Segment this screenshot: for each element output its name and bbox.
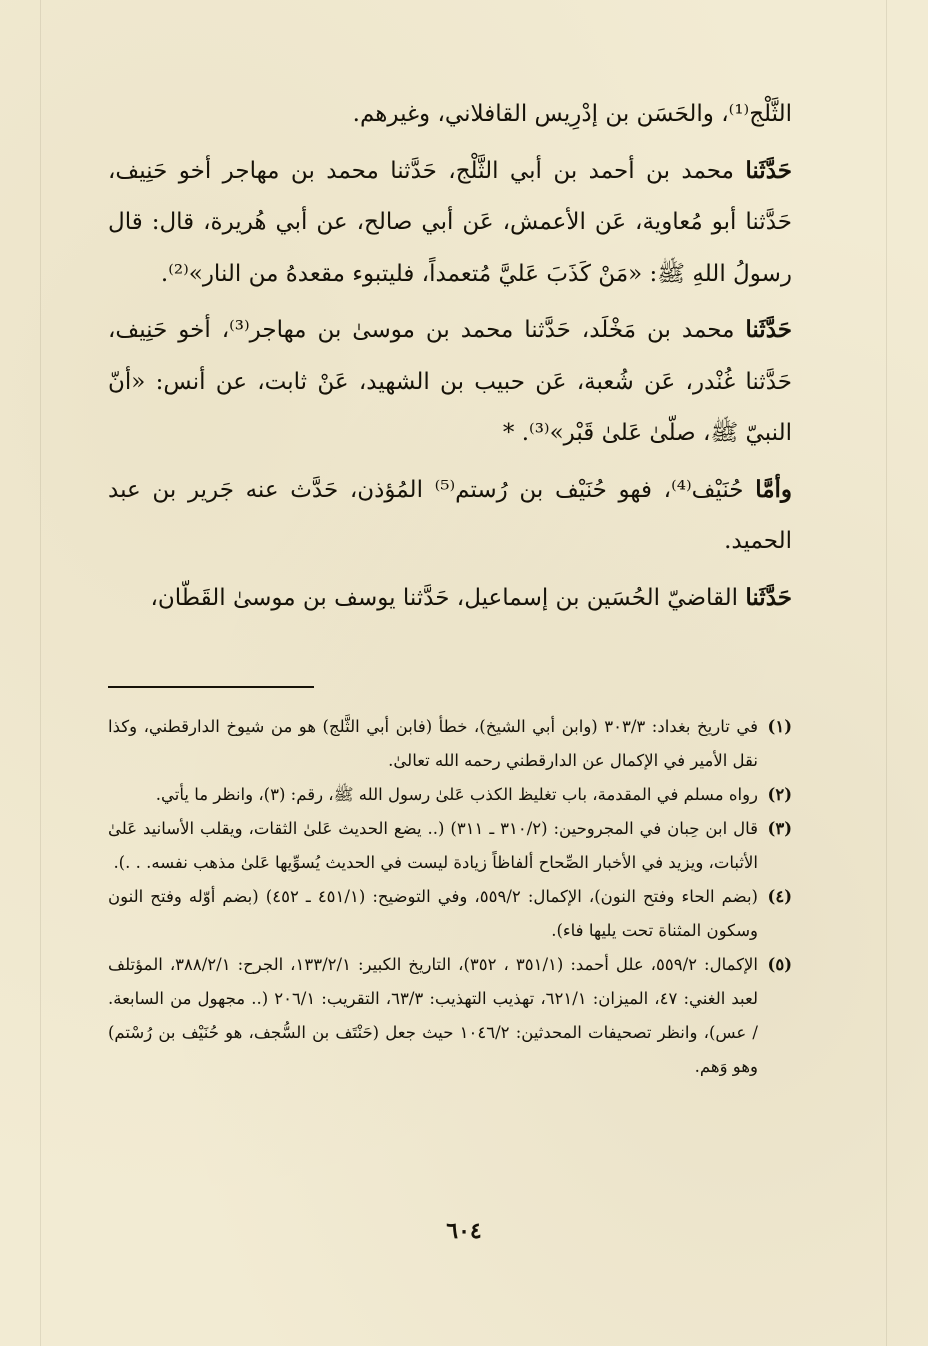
- footnote-divider: [108, 686, 314, 688]
- paragraph-5: [108, 572, 792, 625]
- footnote-2: [108, 778, 792, 812]
- footnote-3: [108, 812, 792, 880]
- footnote-text: رواه مسلم في المقدمة، باب تغليظ الكذب عَلىٰ رسول الله ﷺ، رقم: (٣)، وانظر ما يأتي.: [155, 785, 758, 804]
- paragraph-text: محمد بن مَخْلَد، حَدَّثنا محمد بن موسىٰ بن مهاجر⁽³⁾، أخو حَنِيف، حَدَّثنا غُنْدر، عَن شُعبة، عَن حبيب بن الشهيد، عَنْ ثابت، عن أنس: «أنّ النبيّ ﷺ، صلّىٰ عَلىٰ قَبْر»⁽³⁾. *: [108, 317, 792, 446]
- paragraph-text: محمد بن أحمد بن أبي الثَّلْج، حَدَّثنا محمد بن مهاجر أخو حَنِيف، حَدَّثنا أبو مُعاوية، عَن الأعمش، عَن أبي صالح، عن أبي هُريرة، قال: قال رسولُ اللهِ ﷺ: «مَنْ كَذَبَ عَليَّ مُتعمداً، فليتبوء مقعدهُ من النار»⁽²⁾.: [108, 157, 792, 287]
- footnote-number: (٢): [767, 785, 792, 804]
- footnote-text: في تاريخ بغداد: ٣٠٣/٣ (وابن أبي الشيخ)، خطأ (فابن أبي الثَّلج) هو من شيوخ الدارقطني، وكذا نقل الأمير في الإكمال عن الدارقطني رحمه الله تعالىٰ.: [108, 717, 758, 770]
- page-number: ٦٠٤: [446, 1218, 482, 1244]
- paragraph-2: [108, 145, 792, 301]
- scan-edge-line-right: [886, 0, 887, 1346]
- footnote-text: (بضم الحاء وفتح النون)، الإكمال: ٥٥٩/٢، وفي التوضيح: (٤٥١/١ ـ ٤٥٢) (بضم أوّله وفتح النون وسكون المثناة تحت يليها فاء).: [108, 887, 758, 940]
- paragraph-1: [108, 88, 792, 141]
- document-page: [108, 88, 792, 1084]
- paragraph-text: حُنَيْف⁽⁴⁾، فهو حُنَيْف بن رُستم⁽⁵⁾ المُؤذن، حَدَّث عنه جَرير بن عبد الحميد.: [108, 476, 792, 554]
- paragraph-3: [108, 304, 792, 460]
- footnote-1: [108, 710, 792, 778]
- footnote-4: [108, 880, 792, 948]
- footnote-number: (٤): [767, 887, 792, 906]
- scan-edge-line-left: [40, 0, 41, 1346]
- footnote-5: [108, 948, 792, 1084]
- paragraph-lead: وأمَّا: [755, 475, 793, 503]
- paragraph-text: القاضيّ الحُسَين بن إسماعيل، حَدَّثنا يوسف بن موسىٰ القَطّان،: [150, 584, 746, 611]
- paragraph-lead: حَدَّثَنا: [745, 316, 792, 343]
- paragraph-lead: حَدَّثَنا: [745, 583, 792, 611]
- footnote-text: قال ابن حِبان في المجروحين: (٣١٠/٢ ـ ٣١١) (.. يضع الحديث عَلىٰ الثقات، ويقلب الأسانيد عَلىٰ الأثبات، ويزيد في الأخبار الصِّحاح ألفاظاً زيادة ليست في الحديث يُسوِّيها عَلىٰ مذهب نفسه. . .).: [108, 819, 758, 872]
- footnote-text: الإكمال: ٥٥٩/٢، علل أحمد: (٣٥١/١ ، ٣٥٢)، التاريخ الكبير: ١٣٣/٢/١، الجرح: ٣٨٨/٢/١، المؤتلف لعبد الغني: ٤٧، الميزان: ٦٢١/١، تهذيب التهذيب: ٦٣/٣، التقريب: ٢٠٦/١ (.. مجهول من السابعة. / عس)، وانظر تصحيفات المحدثين: ١٠٤٦/٢ حيث جعل (حَنْتَف بن السُّجف، هو حُنَيْف بن رُسْتم) وهو وَهم.: [108, 955, 759, 1076]
- footnotes: [108, 710, 792, 1084]
- paragraph-4: [108, 464, 792, 568]
- paragraph-lead: حَدَّثَنا: [745, 156, 792, 184]
- footnote-number: (٥): [767, 955, 792, 974]
- footnote-number: (١): [767, 717, 792, 736]
- paragraph-text: الثَّلْج⁽¹⁾، والحَسَن بن إدْرِيس القافلاني، وغيرهم.: [352, 101, 792, 127]
- footnote-number: (٣): [767, 819, 792, 838]
- main-text: [108, 88, 792, 624]
